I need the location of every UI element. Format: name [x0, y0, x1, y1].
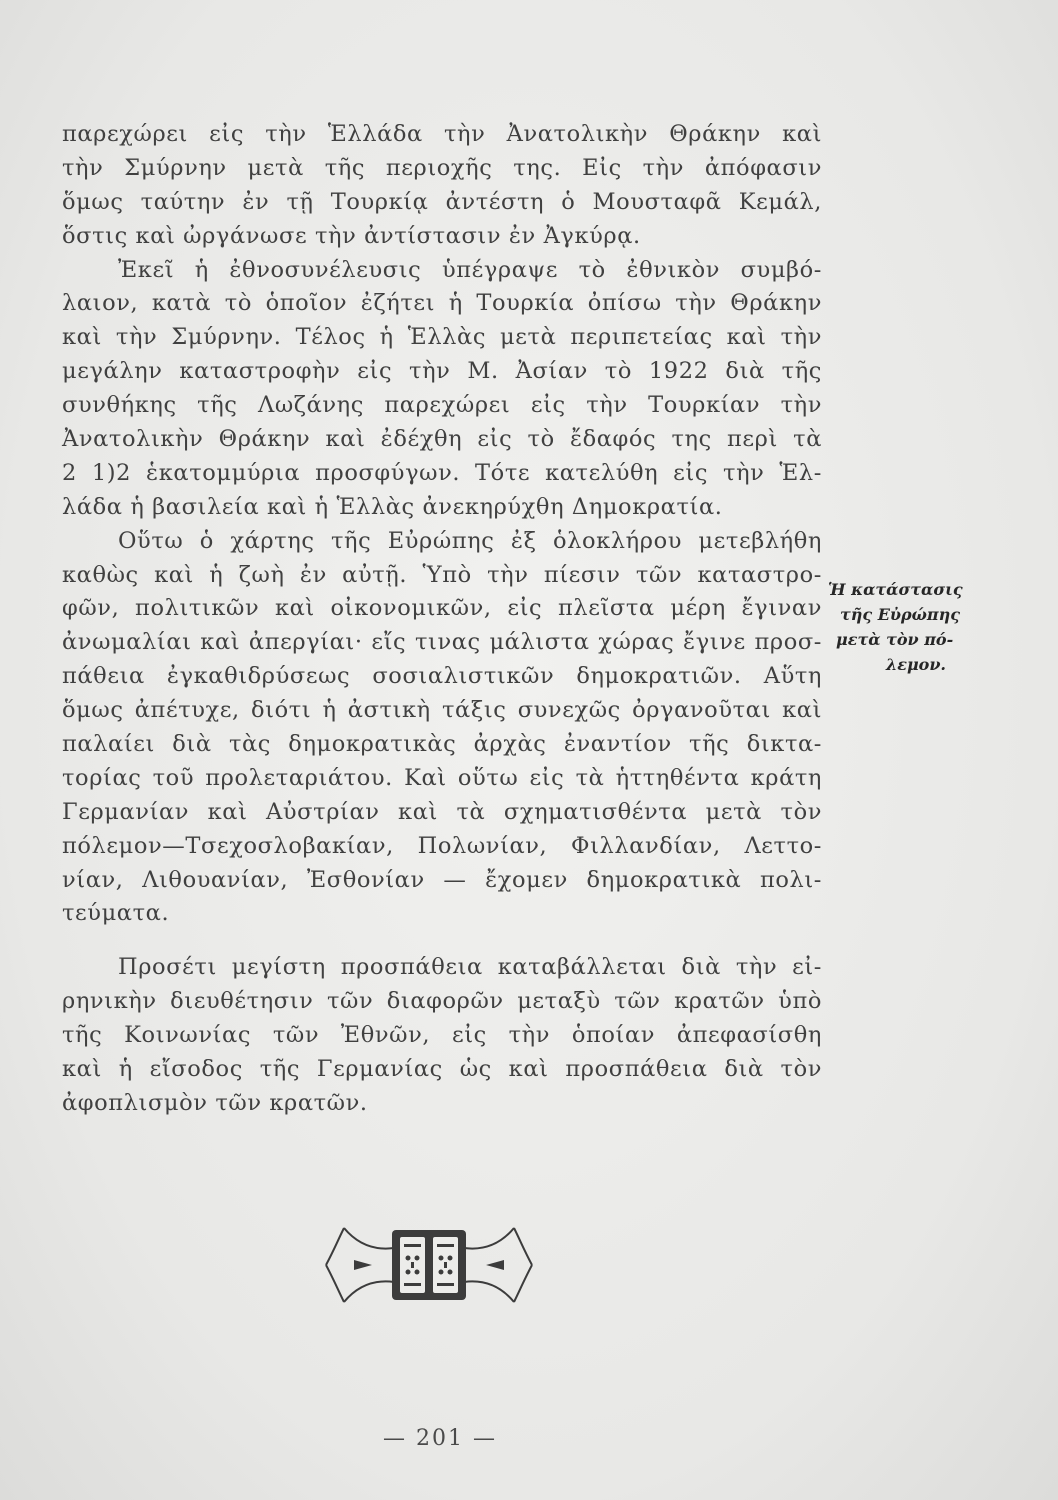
text-line: τῆς Κοινωνίας τῶν Ἐθνῶν, εἰς τὴν ὁποίαν ἀπεφασίσθη: [62, 1022, 822, 1049]
text-line: λαιον, κατὰ τὸ ὁποῖον ἐζήτει ἡ Τουρκία ὀπίσω τὴν Θράκην: [62, 290, 822, 317]
text-line: ὅμως ταύτην ἐν τῇ Τουρκίᾳ ἀντέστη ὁ Μουσταφᾶ Κεμάλ,: [62, 188, 822, 215]
text-line: 2 1)2 ἑκατομμύρια προσφύγων. Τότε κατελύθη εἰς τὴν Ἑλ-: [62, 459, 822, 486]
paragraph-2: [62, 254, 822, 525]
text-line: μεγάλην καταστροφὴν εἰς τὴν Μ. Ἀσίαν τὸ 1922 διὰ τῆς: [62, 358, 822, 385]
body-text: [62, 118, 822, 1121]
text-line: ρηνικὴν διευθέτησιν τῶν διαφορῶν μεταξὺ τῶν κρατῶν ὑπὸ: [62, 988, 822, 1015]
text-line: Ἐκεῖ ἡ ἐθνοσυνέλευσις ὑπέγραψε τὸ ἐθνικὸν συμβό-: [118, 256, 822, 283]
text-line: νίαν, Λιθουανίαν, Ἐσθονίαν — ἔχομεν δημοκρατικὰ πολι-: [62, 866, 822, 893]
text-line: καθὼς καὶ ἡ ζωὴ ἐν αὐτῇ. Ὑπὸ τὴν πίεσιν τῶν καταστρο-: [62, 561, 822, 588]
margin-note-line: Ἡ κατάστασις: [828, 580, 963, 599]
page-number: — 201 —: [383, 1426, 497, 1451]
margin-note-line: μετὰ τὸν πό-: [836, 630, 954, 649]
text-line: φῶν, πολιτικῶν καὶ οἰκονομικῶν, εἰς πλεῖστα μέρη ἔγιναν: [62, 595, 822, 622]
text-line: Γερμανίαν καὶ Αὐστρίαν καὶ τὰ σχηματισθέντα μετὰ τὸν: [62, 798, 822, 825]
paragraph-1: [62, 118, 822, 254]
margin-note: [828, 577, 1028, 677]
text-line: καὶ ἡ εἴσοδος τῆς Γερμανίας ὡς καὶ προσπάθεια διὰ τὸν: [62, 1056, 822, 1083]
text-line: ἀφοπλισμὸν τῶν κρατῶν.: [62, 1089, 368, 1116]
paragraph-3: [62, 525, 822, 932]
text-line: Ἀνατολικὴν Θράκην καὶ ἐδέχθη εἰς τὸ ἔδαφός της περὶ τὰ: [62, 426, 822, 453]
text-line: Οὕτω ὁ χάρτης τῆς Εὐρώπης ἐξ ὁλοκλήρου μετεβλήθη: [118, 527, 822, 554]
text-line: ὅμως ἀπέτυχε, διότι ἡ ἀστικὴ τάξις συνεχῶς ὀργανοῦται καὶ: [62, 697, 822, 724]
text-line: ὅστις καὶ ὠργάνωσε τὴν ἀντίστασιν ἐν Ἀγκύρᾳ.: [62, 222, 641, 249]
text-line: πόλεμον—Τσεχοσλοβακίαν, Πολωνίαν, Φιλλανδίαν, Λεττο-: [62, 832, 822, 859]
decorative-ornament: [324, 1222, 534, 1308]
text-line: καὶ τὴν Σμύρνην. Τέλος ἡ Ἑλλὰς μετὰ περιπετείας καὶ τὴν: [62, 324, 822, 351]
margin-note-line: τῆς Εὐρώπης: [840, 605, 960, 624]
text-line: τεύματα.: [62, 900, 170, 927]
text-line: λάδα ἡ βασιλεία καὶ ἡ Ἑλλὰς ἀνεκηρύχθη Δημοκρατία.: [62, 493, 723, 520]
paragraph-4: [62, 951, 822, 1120]
margin-note-line: λεμον.: [886, 655, 946, 674]
text-line: συνθήκης τῆς Λωζάνης παρεχώρει εἰς τὴν Τουρκίαν τὴν: [62, 392, 822, 419]
text-line: Προσέτι μεγίστη προσπάθεια καταβάλλεται διὰ τὴν εἰ-: [118, 954, 822, 981]
text-line: τορίας τοῦ προλεταριάτου. Καὶ οὕτω εἰς τὰ ἡττηθέντα κράτη: [62, 764, 822, 791]
text-line: παρεχώρει εἰς τὴν Ἑλλάδα τὴν Ἀνατολικὴν Θράκην καὶ: [62, 121, 822, 147]
text-line: ἀνωμαλίαι καὶ ἀπεργίαι· εἴς τινας μάλιστα χώρας ἔγινε προσ-: [62, 629, 822, 656]
text-line: παλαίει διὰ τὰς δημοκρατικὰς ἀρχὰς ἐναντίον τῆς δικτα-: [62, 731, 822, 758]
text-line: πάθεια ἐγκαθιδρύσεως σοσιαλιστικῶν δημοκρατιῶν. Αὕτη: [62, 663, 822, 690]
paragraph-spacer: [62, 931, 822, 951]
text-line: τὴν Σμύρνην μετὰ τῆς περιοχῆς της. Εἰς τὴν ἀπόφασιν: [62, 154, 822, 181]
